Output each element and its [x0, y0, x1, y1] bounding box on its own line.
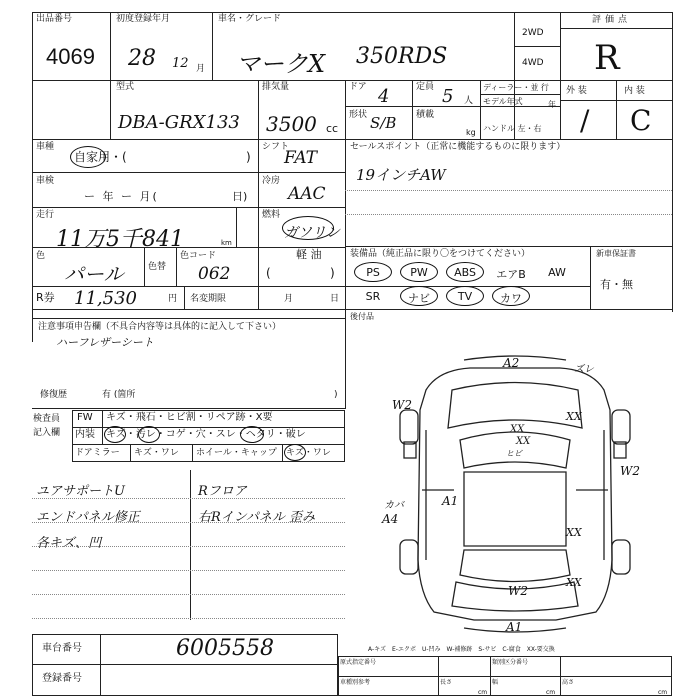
- inspector-line-2: [72, 444, 345, 445]
- drive-4wd[interactable]: 4WD: [522, 58, 544, 68]
- diag-w2-right: W2: [620, 464, 640, 478]
- grid-label-1: 原式指定番号: [340, 659, 377, 666]
- cc-unit: cc: [326, 122, 339, 135]
- car-name: マークX: [236, 50, 326, 78]
- door-value: 4: [378, 86, 390, 107]
- inspector-col-4: [282, 444, 283, 462]
- cm-unit-1: cm: [478, 689, 488, 696]
- handle-label[interactable]: ハンドル 左・右: [483, 124, 542, 133]
- inspector-mirror: ドアミラー: [75, 448, 120, 458]
- notes-bottom: [32, 408, 345, 409]
- center-divider: [345, 139, 346, 409]
- fuel-paren-open: (: [266, 266, 271, 280]
- diag-w2-rear: W2: [508, 584, 528, 598]
- rating-label: 評価点: [592, 15, 632, 25]
- remark-left-1: ユアサポートU: [36, 484, 125, 499]
- lot-divider: [110, 12, 111, 139]
- remark-right-2: 右Rインパネル 歪み: [198, 510, 316, 525]
- fuel-value: ガソリン: [284, 225, 340, 241]
- expiry-label: 名変期限: [190, 294, 227, 304]
- exterior-grade: /: [580, 104, 590, 137]
- chassis-value: 6005558: [176, 636, 274, 661]
- diag-xx-5: XX: [566, 576, 582, 589]
- footer-grid-c2: [490, 656, 491, 696]
- equipment-item-2-2[interactable]: TV: [457, 290, 473, 303]
- usage-close: ): [246, 150, 251, 164]
- first-reg-month: 12: [172, 56, 189, 71]
- color-change-label: 色替: [148, 262, 167, 272]
- sales-point-value: 19インチAW: [356, 166, 446, 184]
- first-reg-label: 初度登録年月: [116, 14, 171, 24]
- footer-grid-c3: [560, 656, 561, 696]
- equipment-item-2-3[interactable]: カワ: [500, 292, 522, 305]
- sales-dotted-1: [345, 190, 672, 191]
- grid-label-3: 車種別参考: [340, 679, 371, 686]
- mileage-value: 11万5千841: [56, 227, 184, 252]
- diag-hibi: ヒビ: [506, 449, 522, 458]
- sales-point-label: セールスポイント（正常に機能するものに限ります）: [350, 142, 566, 152]
- inspector-fw: FW: [77, 412, 93, 423]
- inspector-mirror-items: キズ・ワレ: [134, 448, 179, 458]
- equipment-circle-1-0: [354, 262, 392, 282]
- name-grade-label: 車名・グレード: [218, 14, 282, 24]
- interior-sure-circle: [240, 426, 264, 443]
- diag-a1-rear: A1: [506, 620, 523, 634]
- remark-rule: [32, 618, 345, 619]
- inspector-label-1: 検査員: [33, 414, 61, 424]
- diag-a4: A4: [382, 512, 399, 526]
- rating-divider: [560, 12, 561, 139]
- remark-left-3: 各キズ、凹: [36, 536, 102, 551]
- grid-label-4: 長さ: [440, 679, 453, 686]
- repair-value: 有 (箇所: [102, 390, 136, 400]
- displacement-value: 3500: [266, 112, 317, 136]
- km-divider: [236, 207, 237, 247]
- equipment-circle-2-3: [492, 286, 530, 306]
- yen-unit: 円: [168, 294, 178, 304]
- displacement-label: 排気量: [262, 82, 290, 92]
- int-ext-divider: [616, 80, 617, 139]
- disp-divider: [258, 80, 259, 139]
- shift-label: シフト: [262, 142, 290, 152]
- usage-label: 車種: [36, 142, 55, 152]
- left-border: [32, 12, 33, 342]
- year-unit: 年: [548, 100, 556, 109]
- equipment-item-1-2[interactable]: ABS: [454, 266, 476, 279]
- model-label: 型式: [116, 82, 135, 92]
- remark-rule: [32, 498, 345, 499]
- drive-divider: [514, 12, 515, 139]
- grid-label-6: 高さ: [562, 679, 575, 686]
- dealer-divider: [480, 80, 481, 139]
- footer-mid: [32, 664, 338, 665]
- expiry-month: 月: [284, 294, 294, 304]
- remark-rule: [32, 594, 345, 595]
- diag-w2-left: W2: [392, 398, 412, 412]
- shape-label: 形状: [349, 110, 368, 120]
- grade: 350RDS: [356, 44, 448, 69]
- inspection-label: 車検: [36, 176, 55, 186]
- diag-a1-mid: A1: [442, 494, 459, 508]
- reg-divider: [212, 12, 213, 80]
- color-code-value: 062: [198, 264, 231, 284]
- month-unit: 月: [196, 64, 206, 74]
- notes-text: ハーフレザーシート: [56, 336, 154, 349]
- color-label: 色: [36, 251, 46, 261]
- inspection-day: 日): [232, 190, 248, 203]
- diag-xx-2: XX: [510, 424, 525, 435]
- mileage-label: 走行: [36, 210, 55, 220]
- diesel-label: 軽 油: [296, 248, 322, 261]
- shape-value: S/B: [370, 114, 397, 132]
- equipment-item-1-3[interactable]: エアB: [496, 268, 526, 281]
- shift-value: FAT: [284, 148, 318, 168]
- remark-right-1: Rフロア: [198, 484, 247, 499]
- rating-value: R: [594, 38, 620, 78]
- sales-dotted-2: [345, 214, 672, 215]
- equipment-top: [345, 246, 672, 247]
- first-reg-year: 28: [128, 46, 156, 71]
- drive-2wd[interactable]: 2WD: [522, 28, 544, 38]
- footer-grid-mid: [338, 676, 672, 677]
- inspection-value: ー 年 ー 月(: [84, 190, 159, 203]
- diag-zure: ズレ: [574, 364, 594, 375]
- equipment-item-1-0[interactable]: PS: [366, 266, 380, 279]
- reg-label: 登録番号: [42, 673, 82, 684]
- lot-number-label: 出品番号: [36, 14, 73, 24]
- door-divider: [345, 80, 346, 139]
- color-code-divider: [176, 247, 177, 286]
- diag-kaba: カバ: [384, 500, 404, 511]
- equipment-item-1-1[interactable]: PW: [410, 266, 428, 279]
- row-usage-bottom: [32, 172, 345, 173]
- equipment-circle-2-1: [400, 286, 438, 306]
- cm-unit-2: cm: [546, 689, 556, 696]
- notes-label: 注意事項申告欄（不具合内容等は具体的に記入して下さい）: [38, 322, 282, 332]
- inspector-col-3: [192, 444, 193, 462]
- cooler-value: AAC: [288, 184, 326, 204]
- equipment-item-2-0[interactable]: SR: [365, 290, 381, 303]
- spec-bottom: [32, 139, 672, 140]
- kg-unit: kg: [466, 128, 476, 137]
- cap-divider: [412, 80, 413, 139]
- km-unit: km: [221, 239, 232, 247]
- footer-grid-c1: [438, 656, 439, 696]
- notes-top: [32, 318, 345, 319]
- recycle-divider: [184, 286, 185, 309]
- diag-xx-3: XX: [516, 436, 531, 447]
- color-value: パール: [64, 262, 124, 286]
- top-border: [32, 12, 672, 13]
- right-border: [672, 12, 673, 312]
- chassis-label: 車台番号: [42, 643, 82, 654]
- inspector-interior: 内装: [75, 429, 95, 440]
- new-car-divider: [590, 246, 591, 309]
- door-label: ドア: [349, 82, 367, 92]
- recycle-value: 11,530: [74, 288, 137, 309]
- fuel-paren-close: ): [330, 266, 335, 280]
- model-value: DBA-GRX133: [118, 112, 240, 133]
- repair-label: 修復歴: [40, 390, 68, 400]
- color-code-label: 色コード: [180, 251, 217, 261]
- exterior-label: 外 装: [566, 86, 587, 96]
- rating-head-line: [560, 28, 672, 29]
- interior-grade: C: [630, 104, 652, 137]
- usage-value: 自家用・(: [74, 150, 127, 164]
- drive-mid: [514, 46, 560, 47]
- equipment-item-2-1[interactable]: ナビ: [408, 292, 430, 305]
- lot-number: 4069: [46, 44, 95, 69]
- capacity-value: 5: [442, 86, 454, 107]
- repair-close: ): [334, 390, 338, 400]
- inspector-wheel-items: キズ・ワレ: [286, 448, 331, 458]
- diag-xx-4: XX: [566, 526, 582, 539]
- inspector-fw-items: キズ・飛石・ヒビ割・リペア跡・X要: [106, 412, 273, 423]
- dealer-label[interactable]: ディーラー・並 行: [483, 83, 549, 92]
- left-info-divider: [258, 139, 259, 309]
- diag-a2: A2: [503, 356, 520, 370]
- inspector-col-2: [130, 444, 131, 462]
- equipment-circle-1-2: [446, 262, 484, 282]
- inspector-wheel: ホイール・キャップ: [196, 448, 277, 458]
- recycle-label: R券: [36, 291, 55, 304]
- diag-xx-1: XX: [566, 410, 582, 423]
- cm-unit-3: cm: [658, 689, 668, 696]
- inspector-label-2: 記入欄: [33, 428, 61, 438]
- equipment-item-1-4[interactable]: AW: [548, 266, 566, 279]
- dealer-mid1: [480, 94, 560, 95]
- fuel-label: 燃料: [262, 210, 281, 220]
- load-label: 積載: [416, 110, 435, 120]
- model-year-label: モデル年式: [483, 97, 523, 106]
- header-divider: [32, 80, 672, 81]
- expiry-day: 日: [330, 294, 340, 304]
- inspector-col: [102, 410, 103, 444]
- usage-circle: [70, 146, 106, 168]
- remark-rule: [32, 570, 345, 571]
- equipment-circle-2-2: [446, 286, 484, 306]
- remark-rule: [32, 546, 345, 547]
- footer-col: [100, 634, 101, 696]
- new-car-value: 有・無: [600, 278, 633, 291]
- cooler-label: 冷房: [262, 176, 281, 186]
- damage-legend: A-キズ E-エクボ U-凹み W-補修跡 S-サビ C-腐食 XX-要交換: [368, 646, 555, 653]
- row-recycle-bottom: [32, 309, 672, 310]
- interior-kizu-circle: [104, 426, 126, 443]
- inspector-interior-items: キズ・汚レ・コゲ・穴・スレ・ヘタリ・破レ: [106, 429, 306, 440]
- wheel-kizu-circle: [284, 444, 306, 461]
- color-change-divider: [144, 247, 145, 286]
- aftermarket-label: 後付品: [350, 312, 374, 321]
- capacity-label: 定員: [416, 82, 435, 92]
- equipment-circle-1-1: [400, 262, 438, 282]
- equipment-label: 装備品（純正品に限り〇をつけてください）: [350, 249, 531, 259]
- new-car-label: 新車保証書: [596, 249, 636, 258]
- row-insp-bottom: [32, 207, 345, 208]
- interior-label: 内 装: [624, 86, 645, 96]
- remark-left-2: エンドパネル修正: [36, 510, 140, 525]
- remark-rule: [32, 522, 345, 523]
- grid-label-5: 幅: [492, 679, 499, 686]
- grid-label-2: 類別区分番号: [492, 659, 529, 666]
- person-unit: 人: [464, 96, 474, 106]
- remarks-divider: [190, 470, 191, 620]
- fuel-circle: [282, 216, 334, 240]
- interior-yogore-circle: [138, 426, 160, 443]
